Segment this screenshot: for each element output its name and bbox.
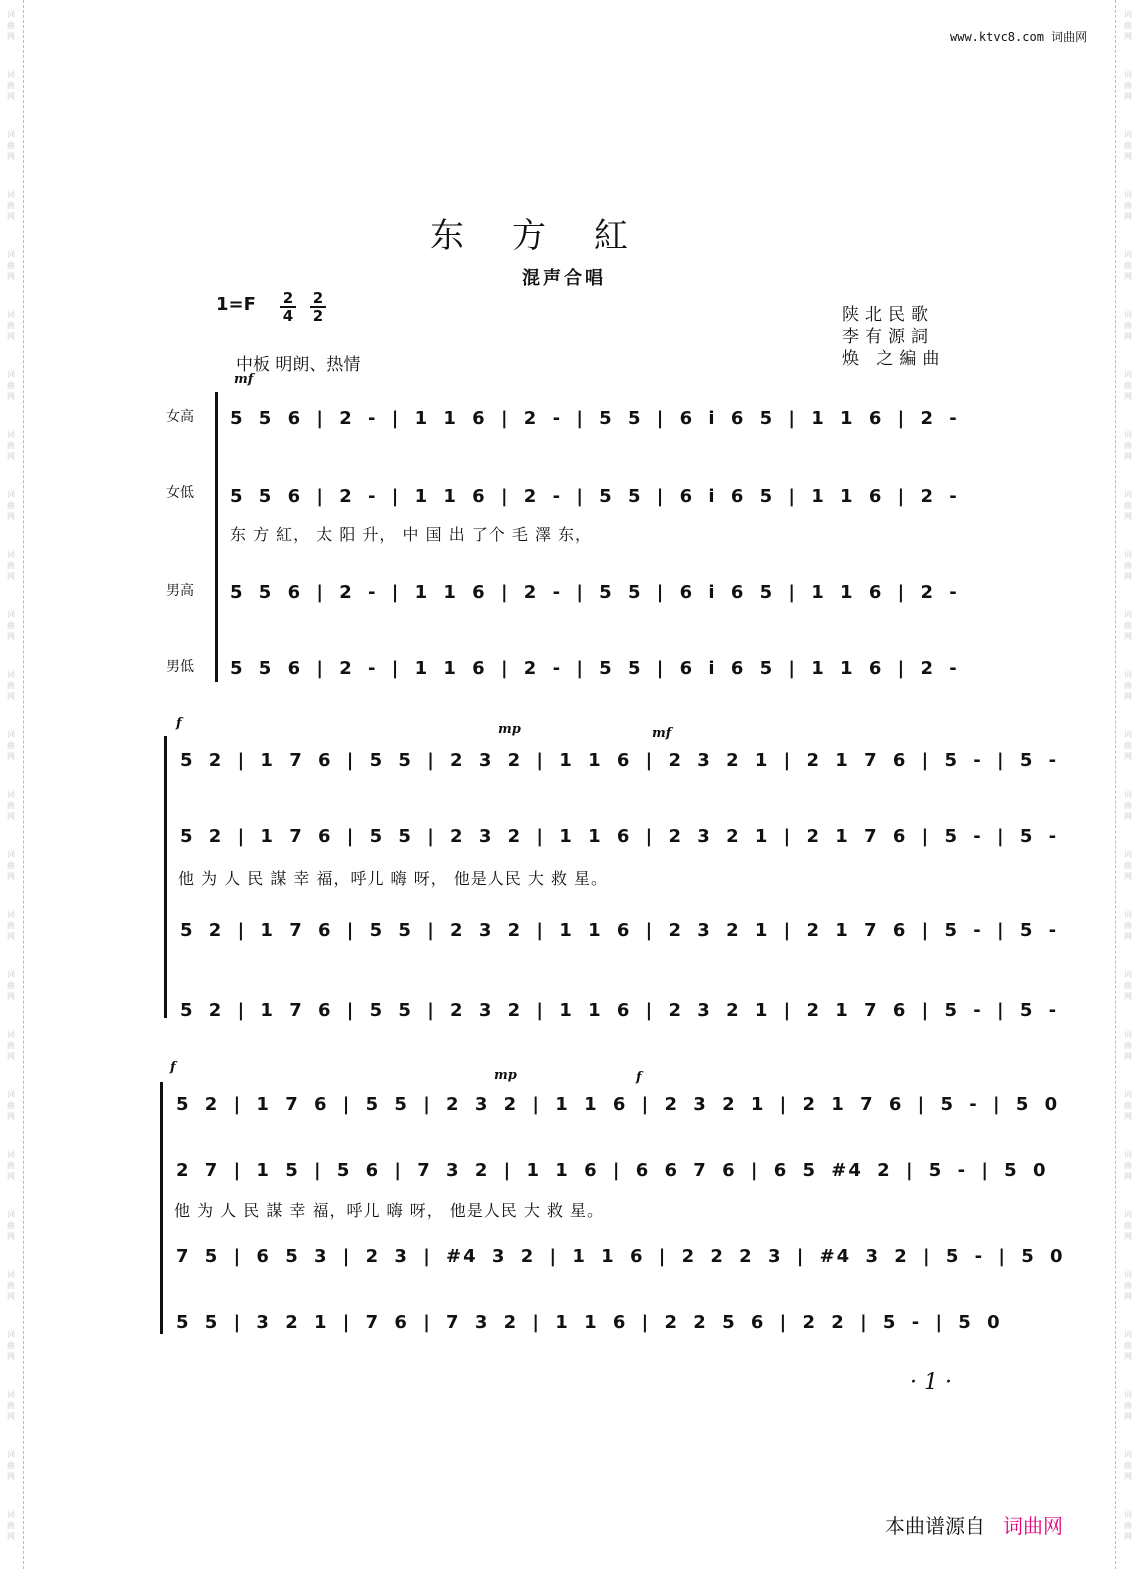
watermark-glyph: 词 <box>1124 1270 1132 1279</box>
dynamic-mp: mp <box>498 722 521 737</box>
system2-alto-notes: 5 2 | 1 7 6 | 5 5 | 2 3 2 | 1 1 6 | 2 3 2 1 | 2 1 7 6 | 5 - | 5 - <box>180 826 1059 847</box>
watermark-glyph: 网 <box>7 1412 15 1421</box>
watermark-glyph: 网 <box>7 1052 15 1061</box>
watermark-glyph: 曲 <box>7 1101 15 1110</box>
watermark-glyph: 网 <box>1124 332 1132 341</box>
watermark-glyph: 词 <box>7 910 15 919</box>
watermark-glyph: 词 <box>7 1210 15 1219</box>
time-signature-1: $\frac{2}{4}$ <box>280 290 296 324</box>
watermark-glyph: 网 <box>7 1292 15 1301</box>
system3-alto-notes: 2 7 | 1 5 | 5 6 | 7 3 2 | 1 1 6 | 6 6 7 6 | 6 5 #4 2 | 5 - | 5 0 <box>176 1160 1048 1181</box>
watermark-glyph: 词 <box>1124 70 1132 79</box>
watermark-glyph: 曲 <box>7 1341 15 1350</box>
dynamic-mf: mf <box>652 726 672 741</box>
watermark-glyph: 网 <box>1124 992 1132 1001</box>
watermark-glyph: 网 <box>7 752 15 761</box>
system1-alto-notes: 5 5 6 | 2 - | 1 1 6 | 2 - | 5 5 | 6 i 6 5 | 1 1 6 | 2 - <box>230 486 959 507</box>
watermark-glyph: 网 <box>1124 1172 1132 1181</box>
watermark-glyph: 词 <box>1124 670 1132 679</box>
watermark-glyph: 曲 <box>1124 261 1132 270</box>
watermark-glyph: 曲 <box>1124 1521 1132 1530</box>
time-signature-2: $\frac{2}{2}$ <box>310 290 326 324</box>
watermark-glyph: 网 <box>1124 1292 1132 1301</box>
watermark-glyph: 网 <box>7 392 15 401</box>
watermark-glyph: 曲 <box>7 321 15 330</box>
system1-lyric: 东 方 紅， 太 阳 升， 中 国 出 了个 毛 澤 东， <box>230 525 593 544</box>
watermark-glyph: 词 <box>7 1450 15 1459</box>
watermark-glyph: 曲 <box>1124 441 1132 450</box>
watermark-glyph: 网 <box>1124 1472 1132 1481</box>
watermark-glyph: 网 <box>1124 572 1132 581</box>
watermark-glyph: 曲 <box>1124 681 1132 690</box>
watermark-glyph: 曲 <box>7 741 15 750</box>
dynamic-f: f <box>176 716 182 731</box>
watermark-glyph: 曲 <box>1124 201 1132 210</box>
watermark-glyph: 曲 <box>7 1461 15 1470</box>
watermark-glyph: 曲 <box>7 861 15 870</box>
watermark-glyph: 词 <box>7 970 15 979</box>
watermark-glyph: 词 <box>1124 910 1132 919</box>
watermark-glyph: 词 <box>1124 370 1132 379</box>
watermark-glyph: 曲 <box>1124 1101 1132 1110</box>
watermark-glyph: 曲 <box>1124 621 1132 630</box>
credit-lyricist: 李有源詞 <box>842 327 934 347</box>
watermark-glyph: 曲 <box>7 501 15 510</box>
watermark-glyph: 词 <box>7 730 15 739</box>
watermark-glyph: 曲 <box>1124 981 1132 990</box>
watermark-glyph: 词 <box>1124 430 1132 439</box>
watermark-glyph: 网 <box>1124 752 1132 761</box>
watermark-glyph: 网 <box>7 152 15 161</box>
system3-soprano-notes: 5 2 | 1 7 6 | 5 5 | 2 3 2 | 1 1 6 | 2 3 2 1 | 2 1 7 6 | 5 - | 5 0 <box>176 1094 1060 1115</box>
watermark-glyph: 词 <box>1124 130 1132 139</box>
watermark-glyph: 词 <box>1124 550 1132 559</box>
watermark-glyph: 词 <box>1124 970 1132 979</box>
watermark-glyph: 曲 <box>7 141 15 150</box>
watermark-glyph: 网 <box>7 512 15 521</box>
watermark-glyph: 网 <box>1124 1412 1132 1421</box>
voice-label-bass: 男低 <box>166 659 194 675</box>
watermark-glyph: 词 <box>1124 1390 1132 1399</box>
watermark-glyph: 词 <box>7 310 15 319</box>
footer-source <box>885 1510 1063 1539</box>
watermark-glyph: 词 <box>1124 10 1132 19</box>
system1-bass-notes: 5 5 6 | 2 - | 1 1 6 | 2 - | 5 5 | 6 i 6 5 | 1 1 6 | 2 - <box>230 658 959 679</box>
watermark-glyph: 网 <box>7 992 15 1001</box>
watermark-glyph: 词 <box>1124 850 1132 859</box>
tempo-marking: 中板 明朗、热情 <box>236 355 361 375</box>
watermark-glyph: 词 <box>1124 250 1132 259</box>
watermark-glyph: 网 <box>7 1352 15 1361</box>
watermark-glyph: 曲 <box>7 441 15 450</box>
watermark-glyph: 曲 <box>1124 1341 1132 1350</box>
watermark-glyph: 曲 <box>7 981 15 990</box>
watermark-glyph: 网 <box>7 632 15 641</box>
watermark-glyph: 曲 <box>1124 801 1132 810</box>
watermark-glyph: 网 <box>7 272 15 281</box>
system-brace <box>215 392 218 682</box>
watermark-glyph: 网 <box>7 1232 15 1241</box>
watermark-glyph: 词 <box>1124 790 1132 799</box>
watermark-glyph: 曲 <box>1124 1281 1132 1290</box>
watermark-glyph: 曲 <box>7 621 15 630</box>
watermark-glyph: 词 <box>7 1510 15 1519</box>
watermark-glyph: 网 <box>7 692 15 701</box>
watermark-glyph: 词 <box>7 190 15 199</box>
system2-soprano-notes: 5 2 | 1 7 6 | 5 5 | 2 3 2 | 1 1 6 | 2 3 2 1 | 2 1 7 6 | 5 - | 5 - <box>180 750 1059 771</box>
watermark-glyph: 词 <box>1124 610 1132 619</box>
watermark-glyph: 曲 <box>1124 321 1132 330</box>
watermark-glyph: 曲 <box>7 201 15 210</box>
watermark-glyph: 词 <box>7 10 15 19</box>
watermark-glyph: 网 <box>7 32 15 41</box>
system1-soprano-notes: 5 5 6 | 2 - | 1 1 6 | 2 - | 5 5 | 6 i 6 5 | 1 1 6 | 2 - <box>230 408 959 429</box>
system-brace <box>160 1082 163 1334</box>
watermark-glyph: 网 <box>7 1532 15 1541</box>
watermark-glyph: 曲 <box>7 561 15 570</box>
watermark-glyph: 曲 <box>1124 1461 1132 1470</box>
watermark-glyph: 词 <box>7 550 15 559</box>
credit-origin: 陕北民歌 <box>842 305 934 325</box>
watermark-glyph: 网 <box>1124 1052 1132 1061</box>
key-signature: 1=F <box>216 294 256 315</box>
watermark-glyph: 网 <box>1124 32 1132 41</box>
song-subtitle: 混声合唱 <box>522 268 606 289</box>
watermark-glyph: 词 <box>1124 1330 1132 1339</box>
system-brace <box>164 736 167 1018</box>
watermark-glyph: 词 <box>1124 1090 1132 1099</box>
watermark-glyph: 曲 <box>1124 141 1132 150</box>
dynamic-mp: mp <box>494 1068 517 1083</box>
credit-arranger: 焕 之編曲 <box>842 349 946 369</box>
watermark-glyph: 曲 <box>7 21 15 30</box>
watermark-glyph: 曲 <box>1124 861 1132 870</box>
watermark-glyph: 词 <box>1124 1030 1132 1039</box>
watermark-glyph: 曲 <box>7 1041 15 1050</box>
watermark-glyph: 词 <box>7 1270 15 1279</box>
watermark-glyph: 曲 <box>1124 501 1132 510</box>
watermark-glyph: 词 <box>7 250 15 259</box>
watermark-glyph: 网 <box>1124 812 1132 821</box>
system2-tenor-notes: 5 2 | 1 7 6 | 5 5 | 2 3 2 | 1 1 6 | 2 3 2 1 | 2 1 7 6 | 5 - | 5 - <box>180 920 1059 941</box>
right-watermark-strip <box>1115 0 1139 1569</box>
watermark-glyph: 网 <box>1124 1352 1132 1361</box>
watermark-glyph: 网 <box>1124 632 1132 641</box>
watermark-glyph: 词 <box>1124 730 1132 739</box>
dynamic-mf: mf <box>234 372 254 387</box>
system3-lyric: 他 为 人 民 謀 幸 福，呼儿 嗨 呀， 他是人民 大 救 星。 <box>174 1201 605 1220</box>
watermark-glyph: 曲 <box>7 1521 15 1530</box>
watermark-glyph: 曲 <box>7 801 15 810</box>
watermark-glyph: 网 <box>7 212 15 221</box>
footer-brand-link[interactable]: 词曲网 <box>1003 1514 1063 1538</box>
watermark-glyph: 曲 <box>7 1401 15 1410</box>
footer-prefix: 本曲谱源自 <box>885 1514 985 1538</box>
watermark-glyph: 网 <box>7 572 15 581</box>
voice-label-alto: 女低 <box>166 485 194 501</box>
page-number: · 1 · <box>910 1370 952 1395</box>
watermark-glyph: 网 <box>1124 452 1132 461</box>
watermark-glyph: 曲 <box>7 381 15 390</box>
watermark-glyph: 词 <box>7 670 15 679</box>
voice-label-tenor: 男高 <box>166 583 194 599</box>
system1-tenor-notes: 5 5 6 | 2 - | 1 1 6 | 2 - | 5 5 | 6 i 6 5 | 1 1 6 | 2 - <box>230 582 959 603</box>
watermark-glyph: 曲 <box>1124 1401 1132 1410</box>
watermark-glyph: 词 <box>1124 190 1132 199</box>
watermark-glyph: 曲 <box>7 1281 15 1290</box>
watermark-glyph: 网 <box>1124 212 1132 221</box>
watermark-glyph: 网 <box>7 332 15 341</box>
watermark-glyph: 词 <box>7 790 15 799</box>
watermark-glyph: 网 <box>1124 392 1132 401</box>
watermark-glyph: 词 <box>7 1030 15 1039</box>
watermark-glyph: 曲 <box>7 81 15 90</box>
watermark-glyph: 词 <box>7 850 15 859</box>
watermark-glyph: 网 <box>7 1172 15 1181</box>
watermark-glyph: 词 <box>7 1150 15 1159</box>
watermark-glyph: 网 <box>7 932 15 941</box>
watermark-glyph: 词 <box>7 490 15 499</box>
system3-bass-notes: 5 5 | 3 2 1 | 7 6 | 7 3 2 | 1 1 6 | 2 2 5 6 | 2 2 | 5 - | 5 0 <box>176 1312 1002 1333</box>
watermark-glyph: 曲 <box>7 681 15 690</box>
system3-tenor-notes: 7 5 | 6 5 3 | 2 3 | #4 3 2 | 1 1 6 | 2 2 2 3 | #4 3 2 | 5 - | 5 0 <box>176 1246 1065 1267</box>
watermark-glyph: 网 <box>7 1112 15 1121</box>
watermark-glyph: 词 <box>7 130 15 139</box>
watermark-glyph: 网 <box>1124 1112 1132 1121</box>
watermark-glyph: 曲 <box>1124 81 1132 90</box>
watermark-glyph: 曲 <box>1124 741 1132 750</box>
watermark-glyph: 词 <box>1124 490 1132 499</box>
watermark-glyph: 曲 <box>1124 381 1132 390</box>
left-watermark-strip <box>0 0 24 1569</box>
song-title: 东方紅 <box>430 216 676 256</box>
watermark-glyph: 网 <box>7 812 15 821</box>
dynamic-f: f <box>636 1070 642 1085</box>
watermark-glyph: 词 <box>7 610 15 619</box>
watermark-glyph: 曲 <box>1124 21 1132 30</box>
watermark-glyph: 网 <box>1124 92 1132 101</box>
watermark-glyph: 词 <box>1124 1450 1132 1459</box>
watermark-glyph: 词 <box>7 370 15 379</box>
watermark-glyph: 网 <box>1124 872 1132 881</box>
watermark-glyph: 词 <box>7 70 15 79</box>
watermark-glyph: 曲 <box>1124 1221 1132 1230</box>
site-url[interactable]: www.ktvc8.com 词曲网 <box>950 30 1088 44</box>
watermark-glyph: 网 <box>1124 692 1132 701</box>
watermark-glyph: 词 <box>7 1090 15 1099</box>
watermark-glyph: 网 <box>7 1472 15 1481</box>
watermark-glyph: 网 <box>1124 152 1132 161</box>
watermark-glyph: 曲 <box>1124 1161 1132 1170</box>
watermark-glyph: 曲 <box>7 261 15 270</box>
watermark-glyph: 网 <box>1124 1232 1132 1241</box>
watermark-glyph: 网 <box>1124 512 1132 521</box>
watermark-glyph: 词 <box>1124 1150 1132 1159</box>
watermark-glyph: 词 <box>7 1390 15 1399</box>
watermark-glyph: 词 <box>1124 1510 1132 1519</box>
watermark-glyph: 网 <box>7 452 15 461</box>
watermark-glyph: 网 <box>1124 272 1132 281</box>
watermark-glyph: 词 <box>7 430 15 439</box>
watermark-glyph: 网 <box>7 872 15 881</box>
watermark-glyph: 曲 <box>7 1161 15 1170</box>
system2-lyric: 他 为 人 民 謀 幸 福，呼儿 嗨 呀， 他是人民 大 救 星。 <box>178 869 609 888</box>
watermark-glyph: 曲 <box>1124 921 1132 930</box>
watermark-glyph: 网 <box>1124 932 1132 941</box>
system2-bass-notes: 5 2 | 1 7 6 | 5 5 | 2 3 2 | 1 1 6 | 2 3 2 1 | 2 1 7 6 | 5 - | 5 - <box>180 1000 1059 1021</box>
watermark-glyph: 曲 <box>7 921 15 930</box>
watermark-glyph: 曲 <box>1124 1041 1132 1050</box>
voice-label-soprano: 女高 <box>166 409 194 425</box>
watermark-glyph: 词 <box>7 1330 15 1339</box>
watermark-glyph: 网 <box>1124 1532 1132 1541</box>
watermark-glyph: 网 <box>7 92 15 101</box>
watermark-glyph: 曲 <box>1124 561 1132 570</box>
watermark-glyph: 词 <box>1124 1210 1132 1219</box>
watermark-glyph: 曲 <box>7 1221 15 1230</box>
watermark-glyph: 词 <box>1124 310 1132 319</box>
dynamic-f: f <box>170 1060 176 1075</box>
